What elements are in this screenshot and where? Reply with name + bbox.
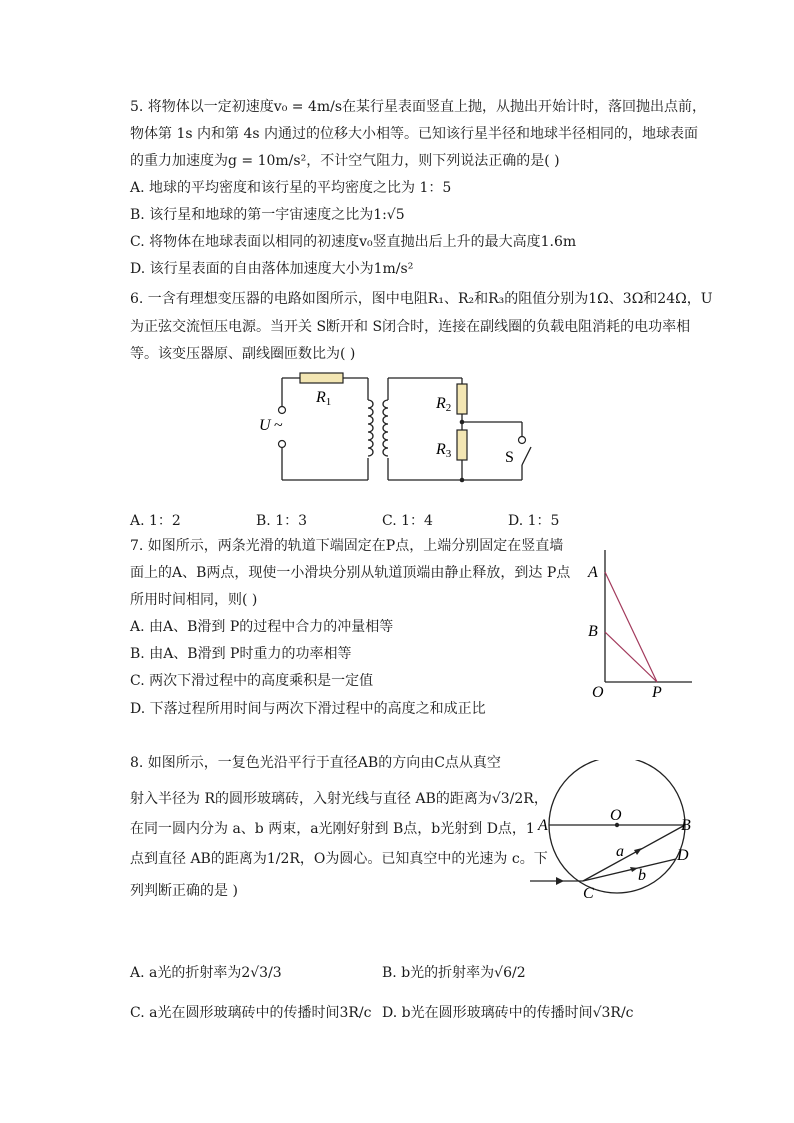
q6-stem-line3: 等。该变压器原、副线圈匝数比为( ): [130, 346, 356, 362]
q6-stem-line2: 为正弦交流恒压电源。当开关 S断开和 S闭合时，连接在副线圈的负载电阻消耗的电功率相: [130, 319, 691, 335]
q8-stem-line5: 列判断正确的是 ): [130, 883, 238, 899]
q6-option-a: A. 1：2: [130, 513, 181, 529]
q5-stem-line1: 5. 将物体以一定初速度v₀ = 4m/s在某行星表面竖直上抛，从抛出开始计时，落回抛出点前，: [130, 99, 707, 115]
ray-b: [583, 859, 676, 881]
circular-glass-figure: [526, 760, 716, 906]
label-ray-b: b: [638, 867, 646, 884]
q7-stem-line1: 7. 如图所示，两条光滑的轨道下端固定在P点，上端分别固定在竖直墙: [130, 538, 564, 554]
q8-stem-line3: 在同一圆内分为 a、b 两束，a光刚好射到 B点，b光射到 D点，1: [130, 821, 535, 837]
q6-option-d: D. 1：5: [508, 513, 560, 529]
q7-option-a: A. 由A、B滑到 P的过程中合力的冲量相等: [130, 619, 394, 635]
incident-arrow-icon: [556, 877, 564, 885]
q6-option-c: C. 1：4: [382, 513, 433, 529]
q8-option-c: C. a光在圆形玻璃砖中的传播时间3R/c: [130, 1005, 372, 1021]
label-c: C: [583, 885, 594, 902]
secondary-coil: [383, 400, 388, 456]
label-a: A: [538, 817, 548, 834]
resistor-r1: [300, 373, 343, 383]
label-a-point: A: [588, 564, 598, 581]
q5-option-b: B. 该行星和地球的第一宇宙速度之比为1:√5: [130, 207, 405, 223]
resistor-r2: [457, 384, 467, 414]
ray-a: [583, 825, 685, 881]
q5-option-d: D. 该行星表面的自由落体加速度大小为1m/s²: [130, 261, 414, 277]
q5-option-a: A. 地球的平均密度和该行星的平均密度之比为 1：5: [130, 180, 452, 196]
label-p-point: P: [652, 684, 662, 700]
q6-option-b: B. 1：3: [256, 513, 308, 529]
q5-option-c: C. 将物体在地球表面以相同的初速度v₀竖直抛出后上升的最大高度1.6m: [130, 234, 577, 250]
switch-blade: [522, 447, 531, 465]
q5-stem-line2: 物体第 1s 内和第 4s 内通过的位移大小相等。已知该行星半径和地球半径相同的，地球表面: [130, 126, 698, 142]
track-ap: [605, 572, 657, 682]
q7-stem-line3: 所用时间相同，则( ): [130, 592, 258, 608]
label-s: S: [505, 449, 514, 466]
q8-stem-line4: 点到直径 AB的距离为1/2R，O为圆心。已知真空中的光速为 c。下: [130, 851, 548, 867]
label-r3: R3: [436, 441, 452, 460]
q7-stem-line2: 面上的A、B两点，现使一小滑块分别从轨道顶端由静止释放，到达 P点: [130, 565, 571, 581]
q6-stem-line1: 6. 一含有理想变压器的电路如图所示，图中电阻R₁、R₂和R₃的阻值分别为1Ω、3Ω和24Ω，U: [130, 291, 713, 307]
label-d: D: [677, 847, 689, 864]
q8-stem-line2: 射入半径为 R的圆形玻璃砖，入射光线与直径 AB的距离为√3/2R，: [130, 791, 548, 807]
label-tilde: ~: [274, 417, 283, 434]
label-b: B: [681, 817, 691, 834]
resistor-r3: [457, 430, 467, 460]
label-o-point: O: [592, 684, 604, 700]
q8-option-b: B. b光的折射率为√6/2: [382, 965, 526, 981]
source-terminal-top: [279, 407, 286, 414]
ray-a-arrow-icon: [634, 848, 642, 855]
label-r2: R2: [436, 395, 452, 414]
label-ray-a: a: [616, 843, 624, 860]
transformer-circuit-figure: [250, 366, 540, 488]
label-r1: R1: [316, 389, 332, 408]
q7-option-c: C. 两次下滑过程中的高度乘积是一定值: [130, 673, 374, 689]
q8-stem-line1: 8. 如图所示，一复色光沿平行于直径AB的方向由C点从真空: [130, 755, 501, 771]
q7-option-d: D. 下落过程所用时间与两次下滑过程中的高度之和成正比: [130, 701, 486, 717]
label-b-point: B: [588, 623, 598, 640]
q5-stem-line3: 的重力加速度为g = 10m/s²，不计空气阻力，则下列说法正确的是( ): [130, 153, 560, 169]
track-bp: [605, 632, 657, 682]
q7-option-b: B. 由A、B滑到 P时重力的功率相等: [130, 646, 352, 662]
label-o: O: [610, 807, 622, 824]
primary-coil: [368, 400, 373, 456]
q8-option-d: D. b光在圆形玻璃砖中的传播时间√3R/c: [382, 1005, 634, 1021]
switch-contact: [519, 437, 526, 444]
incline-tracks-figure: [584, 544, 700, 700]
q8-option-a: A. a光的折射率为2√3/3: [130, 965, 282, 981]
source-terminal-bottom: [279, 441, 286, 448]
label-u: U: [259, 417, 271, 434]
